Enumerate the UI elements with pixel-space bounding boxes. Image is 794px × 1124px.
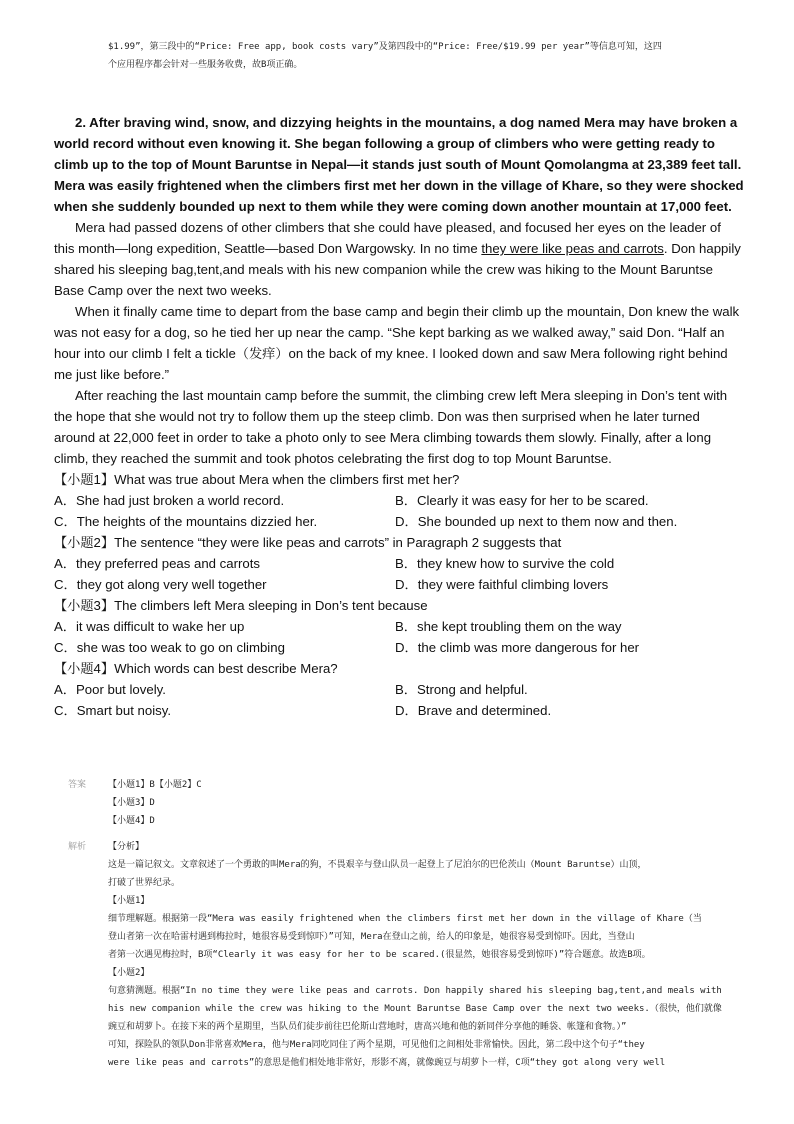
question-4: [54, 658, 744, 721]
analysis-line: 细节理解题。根据第一段“Mera was easily frightened when the climbers first met her down in the village of Khare（当: [108, 914, 702, 924]
option-a: A．they preferred peas and carrots: [54, 556, 260, 571]
previous-answer-note: [108, 38, 748, 74]
answer-label: 答案: [68, 780, 87, 790]
answer-line: 【小题1】B【小题2】C: [108, 780, 202, 790]
option-d: D．Brave and determined.: [395, 703, 552, 718]
analysis-line: 【分析】: [108, 842, 145, 852]
note-line-2: 个应用程序都会针对一些服务收费，故B项正确。: [108, 60, 303, 70]
option-c: C．she was too weak to go on climbing: [54, 640, 285, 655]
analysis-section: [68, 838, 728, 1072]
option-b: B．she kept troubling them on the way: [395, 619, 622, 634]
analysis-line: 【小题2】: [108, 968, 150, 978]
passage-paragraph-1: 2. After braving wind, snow, and dizzying heights in the mountains, a dog named Mera may have broken a world record without even knowing it. She began following a group of climbers who were getting ready to climb up to the top of Mount Baruntse in Nepal—it stands just south of Mount Qomolangma at 23,389 feet tall. Mera was easily frightened when the climbers first met her down in the village of Khare, so they were shocked when she suddenly bounded up next to them while they were coming down another mountain at 17,000 feet.: [54, 115, 744, 214]
answer-line: 【小题4】D: [108, 816, 155, 826]
passage-paragraph-4: After reaching the last mountain camp before the summit, the climbing crew left Mera sleeping in Don’s tent with the hope that she would not try to follow them up the steep climb. Don was then surprised when he later turned around at 22,000 feet in order to take a photo only to see Mera climbing towards them slowly. Finally, after a long climb, they reached the summit and took photos celebrating the first dog to top Mount Baruntse.: [54, 388, 728, 466]
question-stem: 【小题4】Which words can best describe Mera?: [54, 661, 338, 676]
analysis-line: 句意猜测题。根据“In no time they were like peas and carrots. Don happily shared his sleeping bag,tent,and meals with: [108, 986, 722, 996]
analysis-line: 打破了世界纪录。: [108, 878, 181, 888]
analysis-line: were like peas and carrots”的意思是他们相处地非常好，形影不离，就像豌豆与胡萝卜一样，C项“they got along very well: [108, 1058, 666, 1068]
reading-passage: [54, 112, 744, 721]
option-a: A．She had just broken a world record.: [54, 493, 285, 508]
paragraph-2-text-b: . Don happily shared his sleeping bag,tent,and meals with his new companion while the crew was hiking to the Mount Baruntse Base Camp over the next two weeks.: [54, 241, 741, 298]
question-3: [54, 595, 744, 658]
passage-paragraph-3: When it finally came time to depart from the base camp and begin their climb up the mountain, Don knew the walk was not easy for a dog, so he tied her up near the camp. “She kept barking as we walked away,” said Don. “Half an hour into our climb I felt a tickle（发痒）on the back of my knee. I looked down and saw Mera following right behind me just like before.”: [54, 304, 740, 382]
option-c: C．The heights of the mountains dizzied her.: [54, 514, 318, 529]
underlined-phrase: they were like peas and carrots: [481, 241, 664, 256]
option-c: C．they got along very well together: [54, 577, 267, 592]
option-b: B．Clearly it was easy for her to be scared.: [395, 493, 649, 508]
question-stem: 【小题3】The climbers left Mera sleeping in Don’s tent because: [54, 598, 428, 613]
option-a: A．it was difficult to wake her up: [54, 619, 245, 634]
question-1: [54, 469, 744, 532]
option-c: C．Smart but noisy.: [54, 703, 172, 718]
option-d: D．the climb was more dangerous for her: [395, 640, 640, 655]
analysis-label: 解析: [68, 842, 87, 852]
question-2: [54, 532, 744, 595]
analysis-line: 【小题1】: [108, 896, 150, 906]
question-stem: 【小题2】The sentence “they were like peas and carrots” in Paragraph 2 suggests that: [54, 535, 562, 550]
option-d: D．She bounded up next to them now and then.: [395, 514, 678, 529]
option-a: A．Poor but lovely.: [54, 682, 166, 697]
analysis-line: 登山者第一次在哈雷村遇到梅拉时，她很容易受到惊吓）”可知，Mera在登山之前，给人的印象是，她很容易受到惊吓。因此，当登山: [108, 932, 635, 942]
paragraph-2-text-a: Mera had passed dozens of other climbers that she could have pleased, and focused her eyes on the leader of this month—long expedition, Seattle—based Don Wargowsky. In no time: [54, 220, 721, 256]
option-d: D．they were faithful climbing lovers: [395, 577, 609, 592]
analysis-line: 豌豆和胡萝卜。在接下来的两个星期里，当队员们徒步前往巴伦斯山营地时，唐高兴地和他的新同伴分享他的睡袋、帐篷和食物。）”: [108, 1022, 627, 1032]
analysis-line: 可知，探险队的领队Don非常喜欢Mera，他与Mera同吃同住了两个星期，可见他们之间相处非常愉快。因此，第二段中这个句子“they: [108, 1040, 645, 1050]
option-b: B．Strong and helpful.: [395, 682, 528, 697]
answer-line: 【小题3】D: [108, 798, 155, 808]
analysis-line: 这是一篇记叙文。文章叙述了一个勇敢的叫Mera的狗，不畏艰辛与登山队员一起登上了尼泊尔的巴伦茨山（Mount Baruntse）山顶，: [108, 860, 647, 870]
analysis-line: his new companion while the crew was hiking to the Mount Baruntse Base Camp over the next two weeks.（很快，他们就像: [108, 1004, 722, 1014]
passage-paragraph-2: [54, 217, 744, 301]
analysis-line: 者第一次遇见梅拉时，B项“Clearly it was easy for her to be scared.(很显然，她很容易受到惊吓)”符合题意。故选B项。: [108, 950, 651, 960]
option-b: B．they knew how to survive the cold: [395, 556, 615, 571]
question-stem: 【小题1】What was true about Mera when the climbers first met her?: [54, 472, 460, 487]
answer-section: [68, 776, 728, 830]
note-line-1: $1.99”，第三段中的“Price: Free app, book costs vary”及第四段中的“Price: Free/$19.99 per year”等信息可知，这四: [108, 42, 662, 52]
